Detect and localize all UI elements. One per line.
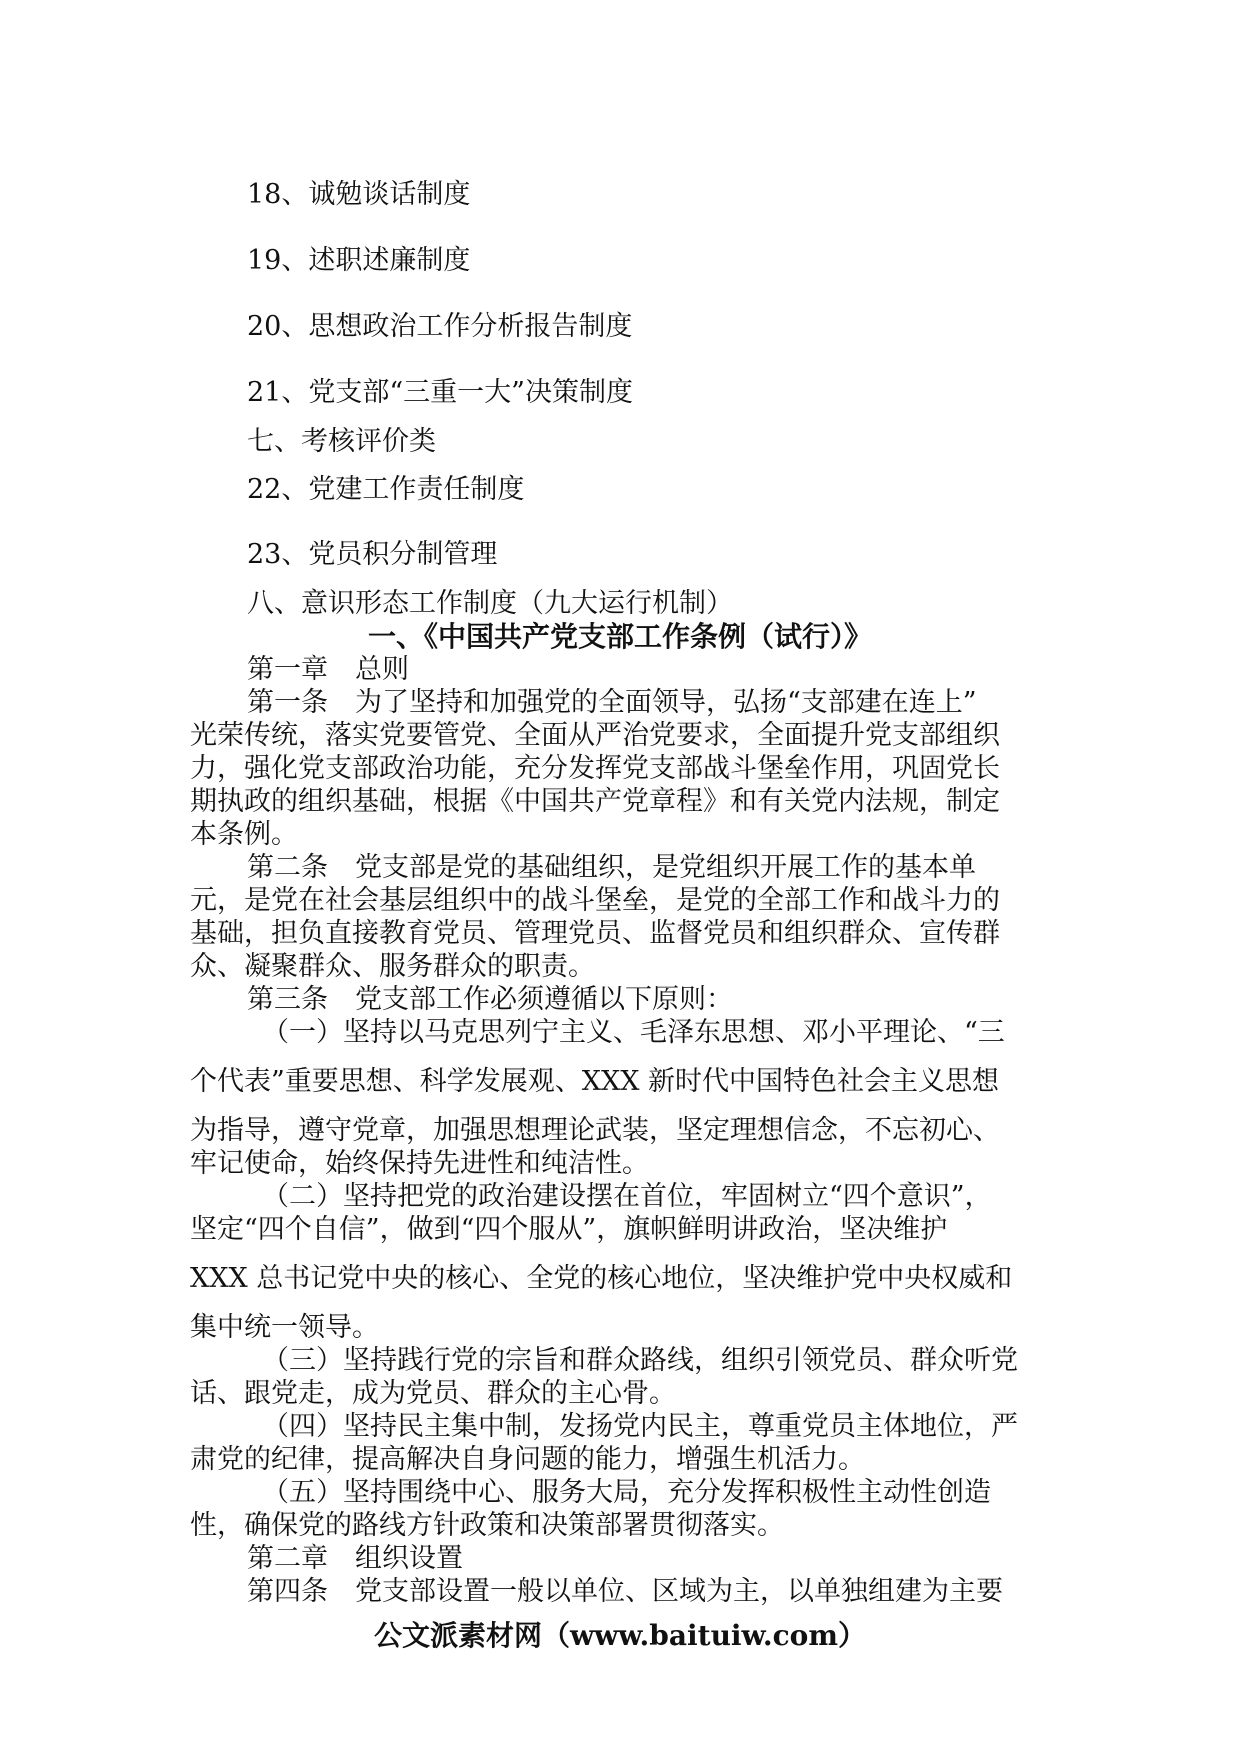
article-3-heading: 第三条 党支部工作必须遵循以下原则： bbox=[247, 984, 733, 1015]
principle-2-line-1: （二）坚持把党的政治建设摆在首位，牢固树立“四个意识”， bbox=[262, 1181, 992, 1212]
principle-4-line-2: 肃党的纪律，提高解决自身问题的能力，增强生机活力。 bbox=[190, 1444, 865, 1475]
document-title: 一、《中国共产党支部工作条例（试行）》 bbox=[367, 620, 872, 653]
principle-4-line-1: （四）坚持民主集中制，发扬党内民主，尊重党员主体地位，严 bbox=[262, 1411, 1018, 1442]
category-heading-8: 八、意识形态工作制度（九大运行机制） bbox=[247, 588, 733, 619]
principle-1-line-1: （一）坚持以马克思列宁主义、毛泽东思想、邓小平理论、“三 bbox=[262, 1017, 1005, 1048]
article-1-line-2: 光荣传统，落实党要管党、全面从严治党要求，全面提升党支部组织 bbox=[190, 720, 1000, 751]
list-item-22: 22、党建工作责任制度 bbox=[247, 474, 525, 505]
article-2-line-2: 元，是党在社会基层组织中的战斗堡垒，是党的全部工作和战斗力的 bbox=[190, 885, 1000, 916]
principle-1-line-2: 个代表”重要思想、科学发展观、XXX 新时代中国特色社会主义思想 bbox=[190, 1066, 1000, 1097]
article-2-line-1: 第二条 党支部是党的基础组织，是党组织开展工作的基本单 bbox=[247, 852, 976, 883]
list-item-23: 23、党员积分制管理 bbox=[247, 539, 498, 570]
principle-3-line-2: 话、跟党走，成为党员、群众的主心骨。 bbox=[190, 1378, 676, 1409]
list-item-20: 20、思想政治工作分析报告制度 bbox=[247, 311, 633, 342]
principle-5-line-2: 性，确保党的路线方针政策和决策部署贯彻落实。 bbox=[190, 1510, 784, 1541]
principle-3-line-1: （三）坚持践行党的宗旨和群众路线，组织引领党员、群众听党 bbox=[262, 1345, 1018, 1376]
chapter-1-heading: 第一章 总则 bbox=[247, 654, 409, 685]
article-4-line-1: 第四条 党支部设置一般以单位、区域为主，以单独组建为主要 bbox=[247, 1576, 1003, 1607]
list-item-21: 21、党支部“三重一大”决策制度 bbox=[247, 377, 633, 408]
article-2-line-3: 基础，担负直接教育党员、管理党员、监督党员和组织群众、宣传群 bbox=[190, 918, 1000, 949]
chapter-2-heading: 第二章 组织设置 bbox=[247, 1543, 463, 1574]
principle-5-line-1: （五）坚持围绕中心、服务大局，充分发挥积极性主动性创造 bbox=[262, 1477, 991, 1508]
article-2-line-4: 众、凝聚群众、服务群众的职责。 bbox=[190, 951, 595, 982]
category-heading-7: 七、考核评价类 bbox=[247, 426, 436, 457]
principle-1-line-4: 牢记使命，始终保持先进性和纯洁性。 bbox=[190, 1148, 649, 1179]
footer-watermark: 公文派素材网（www.baituiw.com） bbox=[374, 1619, 866, 1652]
article-1-line-3: 力，强化党支部政治功能，充分发挥党支部战斗堡垒作用，巩固党长 bbox=[190, 753, 1000, 784]
list-item-18: 18、诚勉谈话制度 bbox=[247, 179, 471, 210]
article-1-line-4: 期执政的组织基础，根据《中国共产党章程》和有关党内法规，制定 bbox=[190, 786, 1000, 817]
article-1-line-5: 本条例。 bbox=[190, 819, 298, 850]
list-item-19: 19、述职述廉制度 bbox=[247, 245, 471, 276]
principle-2-line-3: XXX 总书记党中央的核心、全党的核心地位，坚决维护党中央权威和 bbox=[190, 1263, 1013, 1294]
principle-2-line-4: 集中统一领导。 bbox=[190, 1312, 379, 1343]
principle-1-line-3: 为指导，遵守党章，加强思想理论武装，坚定理想信念，不忘初心、 bbox=[190, 1115, 1000, 1146]
article-1-line-1: 第一条 为了坚持和加强党的全面领导，弘扬“支部建在连上” bbox=[247, 687, 977, 718]
principle-2-line-2: 坚定“四个自信”，做到“四个服从”，旗帜鲜明讲政治，坚决维护 bbox=[190, 1214, 948, 1245]
